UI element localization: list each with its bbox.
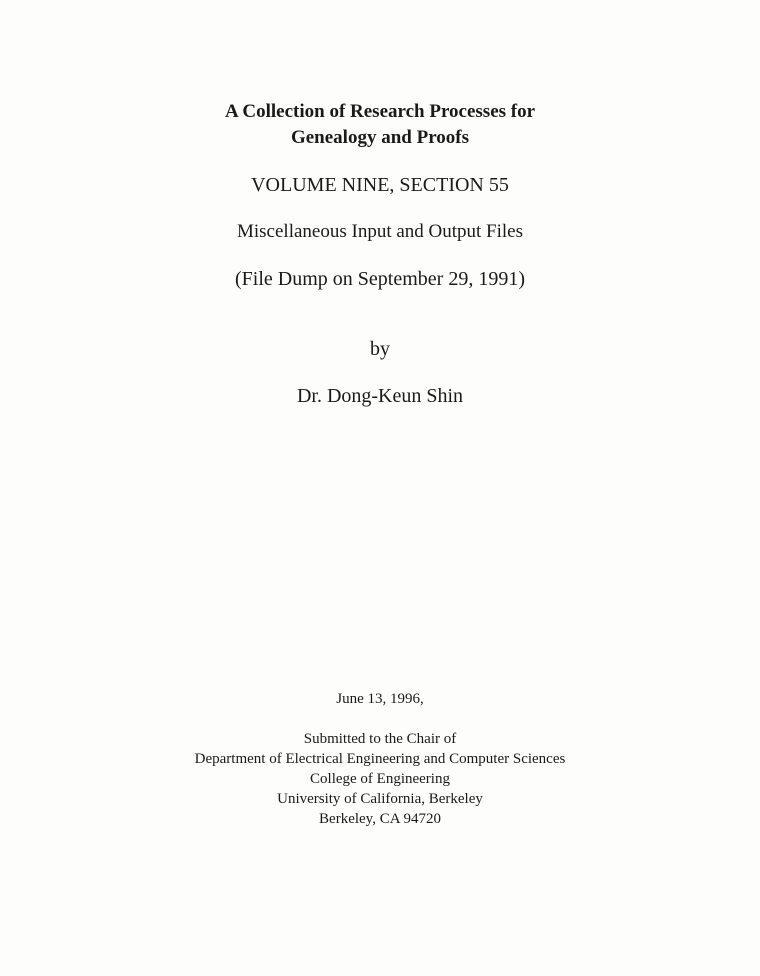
title-line-2: Genealogy and Proofs [290, 127, 470, 148]
submission-line-2: Department of Electrical Engineering and Computer Sciences [194, 751, 566, 767]
submission-line-5: Berkeley, CA 94720 [319, 811, 441, 827]
volume-heading: VOLUME NINE, SECTION 55 [251, 174, 509, 196]
title-line-1: A Collection of Research Processes for [224, 101, 536, 122]
subtitle: Miscellaneous Input and Output Files [236, 221, 524, 242]
submission-line-3: College of Engineering [310, 771, 450, 787]
file-dump-date: (File Dump on September 29, 1991) [235, 268, 525, 290]
submission-date: June 13, 1996, [336, 691, 424, 707]
submission-line-1: Submitted to the Chair of [303, 731, 457, 747]
submission-line-4: University of California, Berkeley [277, 791, 483, 807]
by-label: by [370, 338, 390, 360]
author-name: Dr. Dong-Keun Shin [296, 385, 464, 407]
